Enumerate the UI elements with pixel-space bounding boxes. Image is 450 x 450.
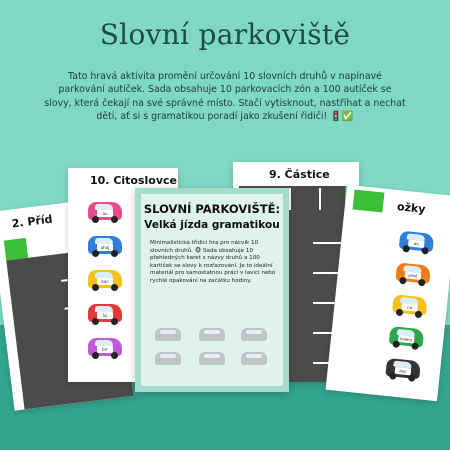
- green-zone: [4, 238, 28, 261]
- page-title: Slovní parkoviště: [99, 18, 351, 51]
- wheel-icon: [421, 247, 429, 255]
- car-word-label: au: [97, 210, 113, 217]
- cover-subtitle: Velká jízda gramatikou: [144, 219, 280, 231]
- wheel-icon: [92, 284, 99, 291]
- car-word-label: před: [405, 271, 422, 280]
- wheel-icon: [111, 352, 118, 359]
- wheel-icon: [418, 279, 426, 287]
- wheel-icon: [92, 318, 99, 325]
- wheel-icon: [92, 352, 99, 359]
- cover-title: SLOVNÍ PARKOVIŠTĚ:: [143, 202, 281, 216]
- card-title: 9. Částice: [269, 168, 330, 181]
- car-icon: [155, 352, 181, 365]
- wheel-icon: [396, 309, 404, 317]
- card-title: 10. Citoslovce: [90, 174, 178, 187]
- car-word-label: kolem: [398, 335, 415, 344]
- car-card[interactable]: [88, 270, 122, 288]
- arrow-up-icon: [319, 188, 321, 210]
- car-word-label: bac: [97, 278, 113, 285]
- wheel-icon: [402, 245, 410, 253]
- wheel-icon: [408, 374, 416, 382]
- card-predlozky: [326, 185, 450, 402]
- wheel-icon: [415, 311, 423, 319]
- car-word-label: na: [401, 303, 418, 312]
- wheel-icon: [92, 250, 99, 257]
- car-card[interactable]: [389, 326, 425, 347]
- cover-card: [135, 188, 289, 392]
- car-card[interactable]: [385, 358, 421, 379]
- wheel-icon: [392, 340, 400, 348]
- wheel-icon: [111, 284, 118, 291]
- car-word-label: do: [408, 239, 425, 248]
- car-card[interactable]: [88, 202, 122, 220]
- card-title: ožky: [396, 200, 427, 216]
- green-zone: [353, 190, 385, 213]
- wheel-icon: [411, 342, 419, 350]
- wheel-icon: [111, 216, 118, 223]
- car-card[interactable]: [399, 231, 435, 252]
- car-word-label: brr: [97, 346, 113, 353]
- wheel-icon: [111, 318, 118, 325]
- car-icon: [155, 328, 181, 341]
- arrow-down-icon: [289, 188, 291, 210]
- car-card[interactable]: [88, 338, 122, 356]
- card-title: 2. Příd: [11, 212, 54, 231]
- car-icon: [199, 352, 225, 365]
- car-card[interactable]: [88, 304, 122, 322]
- car-word-label: fuj: [97, 312, 113, 319]
- car-card[interactable]: [88, 236, 122, 254]
- wheel-icon: [111, 250, 118, 257]
- wheel-icon: [399, 277, 407, 285]
- car-card[interactable]: [392, 294, 428, 315]
- car-icon: [241, 328, 267, 341]
- description: Tato hravá aktivita promění určování 10 slovních druhů v napínavé parkování autíček. Sada obsahuje 10 parkovacích zón a 100 autíček se slovy, která čekají na své správné místo. Stačí vytisknout, nastříhat a nechat děti, ať si s gramatikou poradí jako zkušení řidiči! 🚦✅: [44, 71, 406, 122]
- car-word-label: bez: [395, 367, 412, 376]
- car-icon: [199, 328, 225, 341]
- wheel-icon: [92, 216, 99, 223]
- car-card[interactable]: [395, 262, 431, 283]
- car-icon: [241, 352, 267, 365]
- car-word-label: ahoj: [97, 244, 113, 251]
- wheel-icon: [389, 372, 397, 380]
- cover-body: Minimalistická třídicí hra pro nácvik 10 slovních druhů. 🐵 Sada obsahuje 10 přehledných karet s názvy druhů a 100 kartiček se slovy k rozřazování. Je to ideální materiál pro samostatnou práci v lavici nebo rychlé opakování na začátku hodiny.: [150, 240, 276, 284]
